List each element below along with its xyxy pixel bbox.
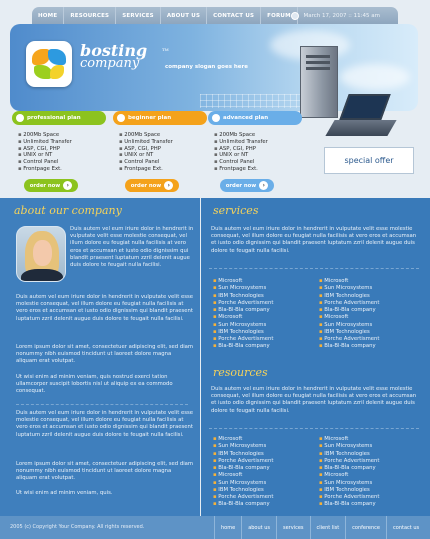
list-item[interactable]: ▪ Bla-Bl-Bla company: [213, 307, 273, 314]
list-item: ▪ ASP, CGI, PHP: [18, 146, 106, 153]
logo-text[interactable]: [80, 41, 169, 71]
clock-icon: [291, 12, 299, 20]
list-item: ▪ UNIX or NT: [119, 152, 207, 159]
nav-resources[interactable]: RESOURCES: [64, 7, 116, 24]
footer-link-client-list[interactable]: client list: [310, 516, 346, 539]
laptop-icon: [339, 94, 390, 120]
footer-link-conference[interactable]: conference: [345, 516, 386, 539]
services-panel: [201, 198, 430, 516]
list-item[interactable]: ▪ IBM Technologies: [319, 329, 379, 336]
list-item[interactable]: ▪ Microsoft: [319, 314, 379, 321]
about-paragraph: Ut wisi enim ad minim veniam, quis nostrud exerci tation ullamcorper suscipit lobortis nisl ut aliquip ex ea commodo consequat.: [16, 374, 173, 395]
list-item: ▪ 200Mb Space: [18, 132, 106, 139]
plan-title[interactable]: professional plan: [12, 111, 106, 125]
nav-home[interactable]: HOME: [32, 7, 64, 24]
order-now-button[interactable]: order now ›: [24, 179, 78, 192]
resources-title: resources: [213, 366, 268, 379]
arrow-right-icon: ›: [164, 181, 173, 190]
list-item[interactable]: ▪ Bla-Bl-Bla company: [319, 307, 379, 314]
divider: [209, 428, 419, 429]
list-item[interactable]: ▪ Sun Microsystems: [213, 285, 273, 292]
list-item[interactable]: ▪ IBM Technologies: [319, 293, 379, 300]
list-item: ▪ Unlimited Transfer: [119, 139, 207, 146]
list-item[interactable]: ▪ Bla-Bl-Bla company: [319, 343, 379, 350]
plan-title[interactable]: beginner plan: [113, 111, 207, 125]
list-item: ▪ 200Mb Space: [214, 132, 302, 139]
about-intro: Duis autem vel eum iriure dolor in hendrerit in vulputate velit esse molestie consequat, vel illum dolore eu feugiat nulla facilisis at vero eros et accumsan et iusto odio dignissim qui blandit praesent luptatum zzril delenit augue duis dolore te feugait nulla facilisi.: [70, 226, 194, 269]
list-item[interactable]: ▪ Porche Advertisment: [213, 336, 273, 343]
divider: [16, 404, 188, 405]
list-item: ▪ Unlimited Transfer: [214, 139, 302, 146]
list-item: ▪ ASP, CGI, PHP: [214, 146, 302, 153]
logo-icon[interactable]: [26, 41, 72, 87]
plan-features: [12, 132, 106, 173]
list-item: ▪ ASP, CGI, PHP: [119, 146, 207, 153]
check-icon: [16, 114, 24, 122]
check-icon: [212, 114, 220, 122]
order-now-button[interactable]: order now ›: [125, 179, 179, 192]
list-item: ▪ Unlimited Transfer: [18, 139, 106, 146]
list-item[interactable]: ▪ Microsoft: [213, 314, 273, 321]
list-item[interactable]: ▪ IBM Technologies: [319, 487, 379, 494]
list-item: ▪ Control Panel: [119, 159, 207, 166]
list-item[interactable]: ▪ Porche Advertisment: [319, 336, 379, 343]
company-slogan: company slogan goes here: [165, 64, 248, 70]
list-item[interactable]: ▪ Microsoft: [213, 472, 273, 479]
list-item[interactable]: ▪ Bla-Bl-Bla company: [319, 465, 379, 472]
check-icon: [117, 114, 125, 122]
date-text: March 17, 2007 :: 11:45 am: [303, 13, 380, 19]
list-item[interactable]: ▪ Sun Microsystems: [319, 285, 379, 292]
plan-advanced: [208, 111, 302, 199]
about-title: about our company: [14, 204, 122, 217]
plan-beginner: [113, 111, 207, 199]
list-item: ▪ Control Panel: [214, 159, 302, 166]
list-item[interactable]: ▪ IBM Technologies: [213, 329, 273, 336]
resources-list: [213, 436, 273, 509]
list-item[interactable]: ▪ Porche Advertisment: [319, 300, 379, 307]
nav-about-us[interactable]: ABOUT US: [161, 7, 207, 24]
list-item[interactable]: ▪ Sun Microsystems: [319, 322, 379, 329]
services-list: [319, 278, 379, 351]
list-item: ▪ Frontpage Ext.: [119, 166, 207, 173]
list-item[interactable]: ▪ Sun Microsystems: [213, 322, 273, 329]
special-offer-banner[interactable]: special offer: [324, 147, 414, 174]
nav-services[interactable]: SERVICES: [116, 7, 161, 24]
list-item[interactable]: ▪ IBM Technologies: [213, 487, 273, 494]
list-item[interactable]: ▪ Microsoft: [319, 472, 379, 479]
list-item: ▪ Frontpage Ext.: [214, 166, 302, 173]
about-paragraph: Duis autem vel eum iriure dolor in hendrerit in vulputate velit esse molestie consequat, vel illum dolore eu feugiat nulla facilisis at vero eros et accumsan et iusto odio dignissim qui blandit praesent luptatum zzril delenit augue duis dolore te feugait nulla facilisi.: [16, 410, 194, 438]
services-title: services: [213, 204, 259, 217]
date-display: [291, 12, 380, 20]
footer-link-contact-us[interactable]: contact us: [386, 516, 425, 539]
plan-title[interactable]: advanced plan: [208, 111, 302, 125]
list-item[interactable]: ▪ Sun Microsystems: [319, 443, 379, 450]
list-item: ▪ Control Panel: [18, 159, 106, 166]
footer: [0, 516, 430, 539]
arrow-right-icon: ›: [259, 181, 268, 190]
list-item[interactable]: ▪ Sun Microsystems: [213, 443, 273, 450]
plan-features: [113, 132, 207, 173]
about-paragraph: Duis autem vel eum iriure dolor in hendrerit in vulputate velit esse molestie consequat, vel illum dolore eu feugiat nulla facilisis at vero eros et accumsan et iusto odio dignissim qui blandit praesent luptatum zzril delenit augue duis dolore te feugait nulla facilisi.: [16, 294, 194, 322]
footer-link-about-us[interactable]: about us: [241, 516, 276, 539]
list-item: ▪ UNIX or NT: [214, 152, 302, 159]
divider: [209, 268, 419, 269]
footer-link-services[interactable]: services: [276, 516, 310, 539]
about-paragraph: Lorem ipsum dolor sit amet, consectetuer adipiscing elit, sed diam nonummy nibh euismod tincidunt ut laoreet dolore magna aliquam erat volutpat.: [16, 461, 194, 482]
list-item[interactable]: ▪ Porche Advertisment: [319, 494, 379, 501]
resources-text: Duis autem vel eum iriure dolor in hendrerit in vulputate velit esse molestie consequat, vel illum dolore eu feugiat nulla facilisis at vero eros et accumsan et iusto odio dignissim qui blandit praesent luptatum zzril delenit augue duis dolore te feugait nulla facilisi.: [211, 386, 417, 414]
hosting-plans: [10, 111, 310, 199]
services-list: [213, 278, 273, 351]
list-item[interactable]: ▪ Porche Advertisment: [213, 458, 273, 465]
arrow-right-icon: ›: [63, 181, 72, 190]
list-item[interactable]: ▪ Microsoft: [319, 436, 379, 443]
plan-professional: [12, 111, 106, 199]
list-item: ▪ UNIX or NT: [18, 152, 106, 159]
plan-features: [208, 132, 302, 173]
list-item[interactable]: ▪ Porche Advertisment: [213, 300, 273, 307]
about-paragraph: Lorem ipsum dolor sit amet, consectetuer adipiscing elit, sed diam nonummy nibh euismod tincidunt ut laoreet dolore magna aliquam erat volutpat.: [16, 344, 194, 365]
list-item[interactable]: ▪ Bla-Bl-Bla company: [213, 501, 273, 508]
list-item[interactable]: ▪ Bla-Bl-Bla company: [213, 465, 273, 472]
top-nav: [32, 7, 398, 24]
about-paragraph: Ut wisi enim ad minim veniam, quis.: [16, 490, 113, 496]
list-item[interactable]: ▪ Microsoft: [213, 436, 273, 443]
cloud-decoration: [340, 64, 410, 90]
copyright: 2005 (c) Copyright Your Company. All rights reserved.: [10, 524, 145, 530]
list-item[interactable]: ▪ IBM Technologies: [213, 451, 273, 458]
services-text: Duis autem vel eum iriure dolor in hendrerit in vulputate velit esse molestie consequat, vel illum dolore eu feugiat nulla facilisis at vero eros et accumsan et iusto odio dignissim qui blandit praesent luptatum zzril delenit augue duis dolore te feugait nulla facilisi.: [211, 226, 417, 254]
nav-contact-us[interactable]: CONTACT US: [207, 7, 261, 24]
laptop-base: [325, 120, 396, 136]
list-item[interactable]: ▪ IBM Technologies: [213, 293, 273, 300]
logo-line1: bosting: [80, 41, 148, 60]
resources-list: [319, 436, 379, 509]
trademark: TM: [162, 47, 169, 52]
list-item: ▪ 200Mb Space: [119, 132, 207, 139]
list-item[interactable]: ▪ Bla-Bl-Bla company: [319, 501, 379, 508]
nav-forum[interactable]: FORUM: [261, 7, 298, 24]
footer-link-home[interactable]: home: [214, 516, 241, 539]
order-now-button[interactable]: order now ›: [220, 179, 274, 192]
list-item[interactable]: ▪ Sun Microsystems: [319, 480, 379, 487]
list-item[interactable]: ▪ IBM Technologies: [319, 451, 379, 458]
logo-line2: company: [80, 56, 140, 71]
list-item[interactable]: ▪ Porche Advertisment: [213, 494, 273, 501]
list-item[interactable]: ▪ Porche Advertisment: [319, 458, 379, 465]
list-item[interactable]: ▪ Microsoft: [319, 278, 379, 285]
footer-nav: [214, 516, 425, 539]
list-item[interactable]: ▪ Microsoft: [213, 278, 273, 285]
list-item[interactable]: ▪ Bla-Bl-Bla company: [213, 343, 273, 350]
portrait-image: [16, 226, 66, 282]
list-item[interactable]: ▪ Sun Microsystems: [213, 480, 273, 487]
list-item: ▪ Frontpage Ext.: [18, 166, 106, 173]
computer-tower-icon: [300, 46, 338, 118]
